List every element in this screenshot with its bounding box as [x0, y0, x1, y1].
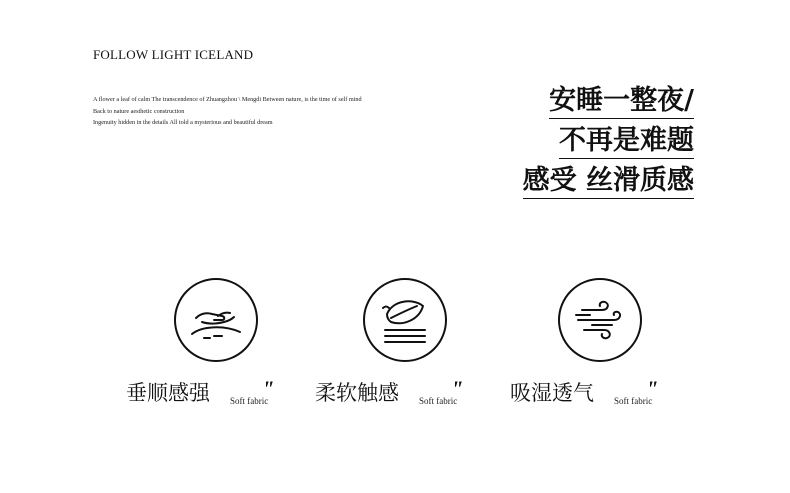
quote-mark: ": [451, 376, 464, 401]
feature-title: 垂顺感强: [126, 381, 210, 405]
feature-icon-circle: [174, 278, 258, 362]
feature-subtitle: Soft fabric: [614, 396, 653, 406]
description-line: A flower a leaf of calm The transcendence of Zhuangzhou \ Mengdi Between nature, is the time of self mind: [93, 96, 362, 103]
feature-title: 吸湿透气: [510, 381, 594, 405]
brand-title: FOLLOW LIGHT ICELAND: [93, 47, 254, 62]
description: [93, 94, 453, 129]
quote-mark: ": [646, 376, 659, 401]
wind-breath-icon: [572, 292, 628, 348]
feature-title: 柔软触感: [315, 381, 399, 405]
headline-line-3: 感受 丝滑质感: [523, 164, 694, 199]
hand-drape-icon: [188, 292, 244, 348]
feature-item-drape: [126, 278, 326, 418]
headline-line-2: 不再是难题: [559, 124, 694, 159]
feature-icon-circle: [558, 278, 642, 362]
feature-list: [0, 278, 790, 418]
feature-subtitle: Soft fabric: [419, 396, 458, 406]
headline-line-1: 安睡一整夜/: [549, 84, 694, 119]
feature-item-soft: [315, 278, 515, 418]
feature-item-breathable: [510, 278, 710, 418]
description-line: Ingenuity hidden in the details All told a mysterious and beautiful dream: [93, 119, 273, 126]
description-line: Back to nature aesthetic construction: [93, 107, 185, 115]
feather-touch-icon: [377, 292, 433, 348]
feature-subtitle: Soft fabric: [230, 396, 269, 406]
feature-icon-circle: [363, 278, 447, 362]
quote-mark: ": [262, 376, 275, 401]
headline: [523, 84, 694, 204]
